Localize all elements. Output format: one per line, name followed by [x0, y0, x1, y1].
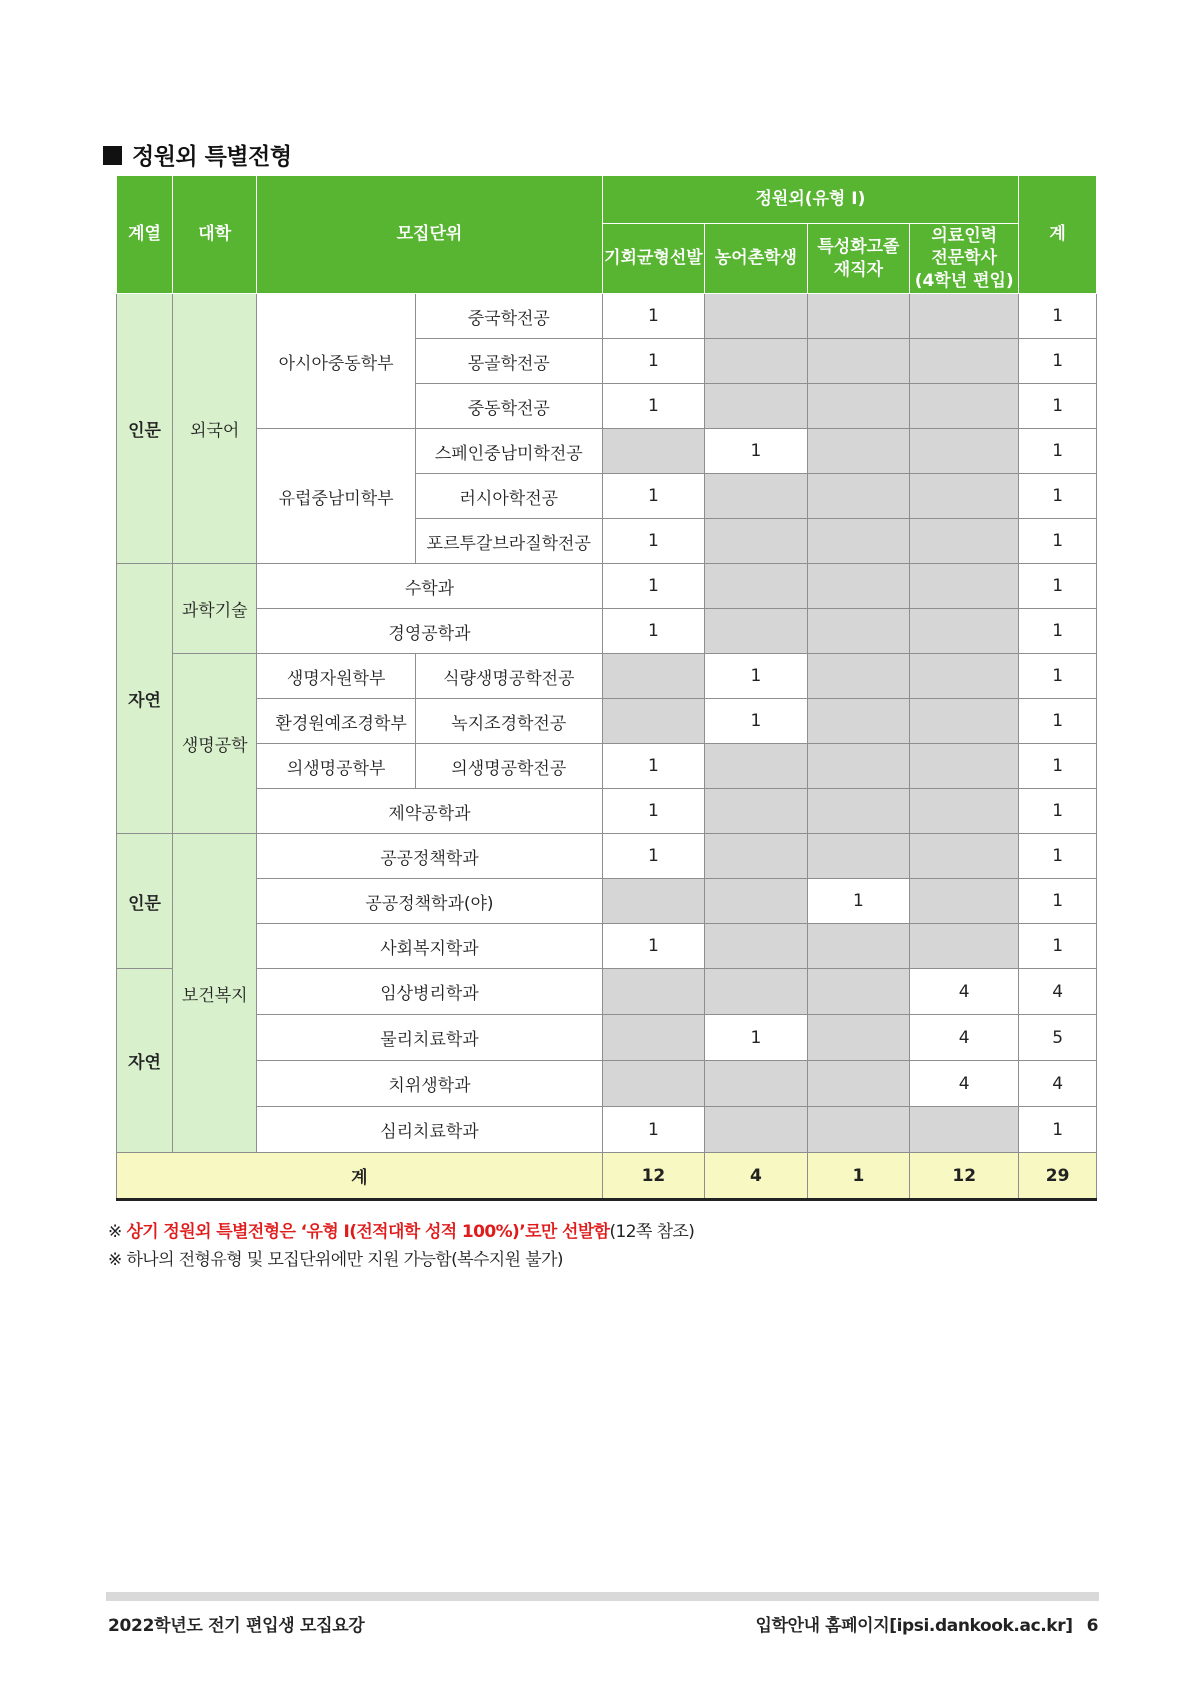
dept-cell: 경영공학과	[257, 609, 602, 654]
total-cell: 1	[1019, 609, 1097, 654]
total-cell: 1	[1019, 879, 1097, 924]
total-cell: 1	[1019, 339, 1097, 384]
empty-cell	[807, 834, 910, 879]
major-cell: 식량생명공학전공	[415, 654, 602, 699]
total-cell: 1	[1019, 429, 1097, 474]
note-mark: ※	[108, 1222, 122, 1242]
gihoe-cell: 1	[602, 519, 705, 564]
dept-cell: 수학과	[257, 564, 602, 609]
dept-cell: 생명자원학부	[257, 654, 416, 699]
total-nongeo: 4	[705, 1153, 808, 1200]
gyeyeol-cell: 인문	[117, 294, 173, 564]
header-gihoe: 기회균형선발	[602, 224, 705, 294]
note-2-text: 하나의 전형유형 및 모집단위에만 지원 가능함(복수지원 불가)	[126, 1250, 563, 1270]
empty-cell	[705, 294, 808, 339]
empty-cell	[807, 744, 910, 789]
empty-cell	[910, 744, 1019, 789]
daehak-cell: 외국어	[173, 294, 257, 564]
total-label: 계	[117, 1153, 603, 1200]
major-cell: 스페인중남미학전공	[415, 429, 602, 474]
empty-cell	[910, 879, 1019, 924]
total-cell: 4	[1019, 969, 1097, 1015]
total-cell: 1	[1019, 789, 1097, 834]
major-cell: 의생명공학전공	[415, 744, 602, 789]
note-1-rest: (12쪽 참조)	[609, 1222, 695, 1242]
major-cell: 중국학전공	[415, 294, 602, 339]
total-cell: 1	[1019, 654, 1097, 699]
empty-cell	[807, 654, 910, 699]
gihoe-cell: 1	[602, 474, 705, 519]
page-number: 6	[1086, 1616, 1098, 1636]
total-teukseong: 1	[807, 1153, 910, 1200]
table-row	[117, 429, 1097, 474]
major-cell: 러시아학전공	[415, 474, 602, 519]
table-row	[117, 744, 1097, 789]
dept-cell: 유럽중남미학부	[257, 429, 416, 564]
notes	[108, 1218, 694, 1274]
table-row	[117, 789, 1097, 834]
major-cell: 포르투갈브라질학전공	[415, 519, 602, 564]
table-row	[117, 1061, 1097, 1107]
empty-cell	[705, 834, 808, 879]
total-all: 29	[1019, 1153, 1097, 1200]
note-mark: ※	[108, 1250, 122, 1270]
table-row	[117, 834, 1097, 879]
header-group-jeongwonoe: 정원외(유형 Ⅰ)	[602, 176, 1019, 224]
empty-cell	[705, 1107, 808, 1153]
gyeyeol-cell: 자연	[117, 564, 173, 834]
major-cell: 몽골학전공	[415, 339, 602, 384]
uiryo-cell: 4	[910, 1061, 1019, 1107]
empty-cell	[602, 1015, 705, 1061]
empty-cell	[910, 654, 1019, 699]
empty-cell	[705, 744, 808, 789]
empty-cell	[807, 1061, 910, 1107]
empty-cell	[910, 519, 1019, 564]
empty-cell	[807, 609, 910, 654]
empty-cell	[910, 924, 1019, 969]
gihoe-cell: 1	[602, 834, 705, 879]
table-row	[117, 879, 1097, 924]
total-gihoe: 12	[602, 1153, 705, 1200]
empty-cell	[705, 384, 808, 429]
empty-cell	[705, 519, 808, 564]
section-heading-text: 정원외 특별전형	[132, 144, 292, 170]
section-heading	[103, 138, 292, 171]
dept-cell: 공공정책학과	[257, 834, 602, 879]
major-cell: 중동학전공	[415, 384, 602, 429]
empty-cell	[807, 699, 910, 744]
total-cell: 1	[1019, 384, 1097, 429]
gyeyeol-cell: 자연	[117, 969, 173, 1153]
empty-cell	[602, 879, 705, 924]
header-mojip-danwi: 모집단위	[257, 176, 602, 294]
empty-cell	[807, 384, 910, 429]
empty-cell	[602, 1061, 705, 1107]
empty-cell	[807, 1015, 910, 1061]
empty-cell	[910, 564, 1019, 609]
footer-right	[756, 1611, 1098, 1636]
empty-cell	[705, 924, 808, 969]
footer-title: 2022학년도 전기 편입생 모집요강	[108, 1616, 365, 1636]
total-cell: 1	[1019, 519, 1097, 564]
header-total: 계	[1019, 176, 1097, 294]
total-row	[117, 1153, 1097, 1200]
empty-cell	[910, 294, 1019, 339]
daehak-cell: 생명공학	[173, 654, 257, 834]
empty-cell	[705, 969, 808, 1015]
empty-cell	[910, 429, 1019, 474]
gihoe-cell: 1	[602, 609, 705, 654]
dept-cell: 치위생학과	[257, 1061, 602, 1107]
empty-cell	[807, 969, 910, 1015]
empty-cell	[705, 879, 808, 924]
dept-cell: 환경원예조경학부	[257, 699, 416, 744]
empty-cell	[807, 789, 910, 834]
empty-cell	[807, 564, 910, 609]
empty-cell	[602, 969, 705, 1015]
dept-cell: 아시아중동학부	[257, 294, 416, 429]
total-cell: 4	[1019, 1061, 1097, 1107]
footer-divider	[106, 1592, 1099, 1601]
dept-cell: 심리치료학과	[257, 1107, 602, 1153]
empty-cell	[807, 519, 910, 564]
dept-cell: 사회복지학과	[257, 924, 602, 969]
table-row	[117, 699, 1097, 744]
table-row	[117, 969, 1097, 1015]
empty-cell	[602, 429, 705, 474]
empty-cell	[602, 654, 705, 699]
total-cell: 1	[1019, 699, 1097, 744]
table-row	[117, 1015, 1097, 1061]
total-uiryo: 12	[910, 1153, 1019, 1200]
gihoe-cell: 1	[602, 294, 705, 339]
table-row	[117, 294, 1097, 339]
empty-cell	[705, 1061, 808, 1107]
total-cell: 5	[1019, 1015, 1097, 1061]
uiryo-cell: 4	[910, 1015, 1019, 1061]
square-bullet-icon	[103, 146, 122, 165]
header-teukseong: 특성화고졸 재직자	[807, 224, 910, 294]
major-cell: 녹지조경학전공	[415, 699, 602, 744]
dept-cell: 물리치료학과	[257, 1015, 602, 1061]
gihoe-cell: 1	[602, 1107, 705, 1153]
gyeyeol-cell: 인문	[117, 834, 173, 969]
header-uiryo: 의료인력 전문학사 (4학년 편입)	[910, 224, 1019, 294]
empty-cell	[910, 384, 1019, 429]
empty-cell	[807, 474, 910, 519]
table-row	[117, 609, 1097, 654]
gihoe-cell: 1	[602, 384, 705, 429]
empty-cell	[807, 339, 910, 384]
empty-cell	[705, 564, 808, 609]
header-gyeyeol: 계열	[117, 176, 173, 294]
dept-cell: 제약공학과	[257, 789, 602, 834]
gihoe-cell: 1	[602, 924, 705, 969]
empty-cell	[602, 699, 705, 744]
table-row	[117, 924, 1097, 969]
dept-cell: 임상병리학과	[257, 969, 602, 1015]
nongeo-cell: 1	[705, 1015, 808, 1061]
header-daehak: 대학	[173, 176, 257, 294]
empty-cell	[910, 834, 1019, 879]
dept-cell: 공공정책학과(야)	[257, 879, 602, 924]
daehak-cell: 보건복지	[173, 834, 257, 1153]
note-1	[108, 1218, 694, 1246]
empty-cell	[705, 339, 808, 384]
empty-cell	[910, 1107, 1019, 1153]
empty-cell	[910, 699, 1019, 744]
nongeo-cell: 1	[705, 699, 808, 744]
table-row	[117, 654, 1097, 699]
total-cell: 1	[1019, 744, 1097, 789]
nongeo-cell: 1	[705, 654, 808, 699]
empty-cell	[910, 339, 1019, 384]
empty-cell	[705, 474, 808, 519]
header-nongeo: 농어촌학생	[705, 224, 808, 294]
gihoe-cell: 1	[602, 564, 705, 609]
empty-cell	[807, 1107, 910, 1153]
uiryo-cell: 4	[910, 969, 1019, 1015]
daehak-cell: 과학기술	[173, 564, 257, 654]
dept-cell: 의생명공학부	[257, 744, 416, 789]
empty-cell	[910, 609, 1019, 654]
table-row	[117, 564, 1097, 609]
gihoe-cell: 1	[602, 789, 705, 834]
quota-table	[116, 175, 1097, 1201]
empty-cell	[807, 429, 910, 474]
gihoe-cell: 1	[602, 744, 705, 789]
empty-cell	[910, 789, 1019, 834]
empty-cell	[705, 789, 808, 834]
total-cell: 1	[1019, 1107, 1097, 1153]
note-1-highlight: 상기 정원외 특별전형은 ‘유형 Ⅰ(전적대학 성적 100%)’로만 선발함	[126, 1222, 610, 1242]
empty-cell	[910, 474, 1019, 519]
total-cell: 1	[1019, 294, 1097, 339]
total-cell: 1	[1019, 924, 1097, 969]
teukseong-cell: 1	[807, 879, 910, 924]
total-cell: 1	[1019, 834, 1097, 879]
footer-homepage-link[interactable]: 입학안내 홈페이지[ipsi.dankook.ac.kr]	[755, 1616, 1073, 1636]
total-cell: 1	[1019, 564, 1097, 609]
empty-cell	[807, 924, 910, 969]
table-row	[117, 1107, 1097, 1153]
nongeo-cell: 1	[705, 429, 808, 474]
total-cell: 1	[1019, 474, 1097, 519]
empty-cell	[705, 609, 808, 654]
note-2	[108, 1246, 694, 1274]
empty-cell	[807, 294, 910, 339]
gihoe-cell: 1	[602, 339, 705, 384]
